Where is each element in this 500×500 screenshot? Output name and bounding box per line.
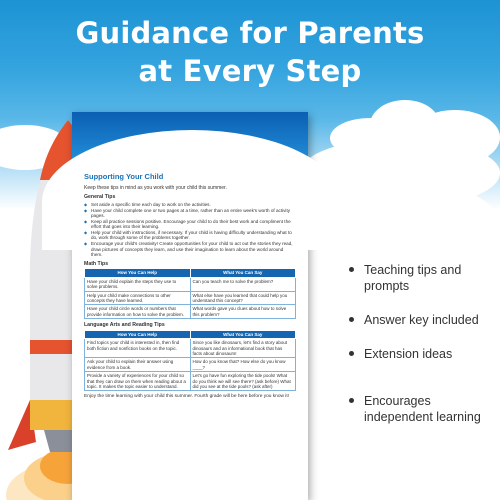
feature-label: Teaching tips and prompts <box>364 263 462 293</box>
general-tips-list <box>84 202 296 258</box>
table-cell: What words gave you clues about how to solve this problem? <box>190 305 296 319</box>
hero-line-2: at Every Step <box>138 54 362 88</box>
bullet-icon <box>349 398 354 403</box>
math-tips-heading: Math Tips <box>84 260 109 267</box>
feature-item <box>349 312 499 328</box>
table-cell: Have your child circle words or numbers that provide information on how to solve the problem. <box>85 305 191 319</box>
feature-label: Answer key included <box>364 313 479 327</box>
language-tips-table <box>84 330 296 392</box>
hero-heading <box>0 14 500 90</box>
table-cell: What else have you learned that could help you understand this concept? <box>190 291 296 305</box>
table-cell: Help your child make connections to other concepts they have learned. <box>85 291 191 305</box>
feature-item <box>349 346 499 362</box>
page-content <box>84 172 296 400</box>
table-cell: Ask your child to explain their answer using evidence from a book. <box>85 358 191 372</box>
feature-item <box>349 262 499 294</box>
page-outro: Enjoy the time learning with your child this summer. Fourth grade will be here before you know it! <box>84 394 290 400</box>
list-item: ◆ Encourage your child's creativity! Create opportunities for your child to act out the stories they read, draw pictures of concepts they learn, and use their imagination to learn about the world around them. <box>84 241 296 258</box>
table-cell: Provide a variety of experiences for your child so that they can draw on them when reading about a topic. It makes the topic easier to understand. <box>85 372 191 391</box>
list-item: ◆ Set aside a specific time each day to work on the activities. <box>84 202 296 208</box>
table-row <box>85 372 296 391</box>
table-cell: Let's go have fun exploring the tide pools! What do you think we will see there? (ask before) What did you see at the tide pools? (ask after) <box>190 372 296 391</box>
column-header: How You Can Help <box>85 269 191 277</box>
table-cell: How do you know that? How else do you know ____? <box>190 358 296 372</box>
list-item: ◆ Keep all practice sessions positive. Encourage your child to do their best work and compliment the effort that goes into their learning. <box>84 219 296 230</box>
table-cell: Find topics your child is interested in, then find both fiction and nonfiction books on the topic. <box>85 339 191 358</box>
page-intro: Keep these tips in mind as you work with your child this summer. <box>84 185 227 191</box>
table-row <box>85 277 296 291</box>
feature-label: Encourages independent learning <box>364 394 481 424</box>
booklet-page <box>72 112 308 500</box>
general-tips-heading: General Tips <box>84 194 116 201</box>
column-header: What You Can Say <box>190 330 296 338</box>
math-tips-table <box>84 268 296 319</box>
table-row <box>85 291 296 305</box>
bullet-icon <box>349 351 354 356</box>
column-header: What You Can Say <box>190 269 296 277</box>
bullet-icon <box>349 267 354 272</box>
list-item: ◆ Help your child with instructions, if necessary. If your child is having difficulty understanding what to do, work through some of the problems together. <box>84 230 296 241</box>
page-title: Supporting Your Child <box>84 172 164 181</box>
table-cell: Since you like dinosaurs, let's find a story about dinosaurs and an informational book that has facts about dinosaurs! <box>190 339 296 358</box>
table-row <box>85 305 296 319</box>
list-item: ◆ Have your child complete one or two pages at a time, rather than an entire week's worth of activity pages. <box>84 208 296 219</box>
table-row <box>85 358 296 372</box>
table-row <box>85 339 296 358</box>
bullet-icon <box>349 317 354 322</box>
language-tips-heading: Language Arts and Reading Tips <box>84 322 165 329</box>
feature-item <box>349 393 499 425</box>
table-cell: Can you teach me to solve the problem? <box>190 277 296 291</box>
hero-line-1: Guidance for Parents <box>75 16 425 50</box>
feature-label: Extension ideas <box>364 347 453 361</box>
feature-list <box>349 262 499 425</box>
column-header: How You Can Help <box>85 330 191 338</box>
table-cell: Have your child explain the steps they use to solve problems. <box>85 277 191 291</box>
